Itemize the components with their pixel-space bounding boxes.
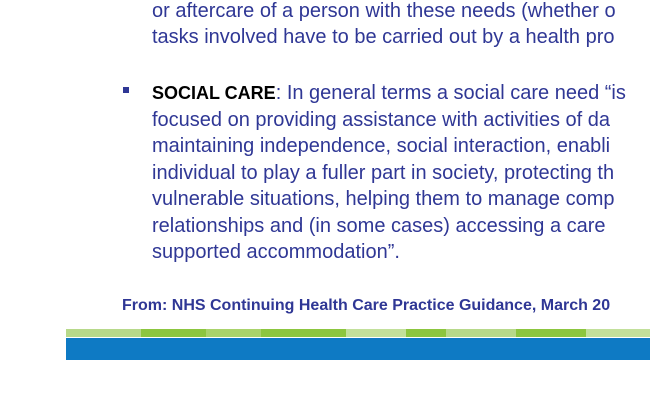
bullet-square-icon — [123, 87, 129, 93]
term-separator: : — [275, 82, 287, 104]
footer-blue-band — [66, 338, 650, 360]
social-care-line-1-text: In general terms a social care need “is — [286, 82, 626, 104]
social-care-line-1 — [152, 80, 650, 107]
social-care-line-3: maintaining independence, social interaction, enabli — [152, 135, 611, 157]
previous-bullet-text — [152, 0, 650, 50]
footer-green-stripe — [66, 329, 650, 337]
source-citation: From: NHS Continuing Health Care Practice Guidance, March 20 — [122, 297, 611, 314]
social-care-line-4: individual to play a fuller part in society, protecting th — [152, 161, 615, 184]
previous-bullet-line-1: or aftercare of a person with these needs (whether o — [152, 0, 616, 22]
social-care-line-6: relationships and (in some cases) accessing a care — [152, 214, 606, 237]
social-care-term: SOCIAL CARE — [152, 83, 276, 103]
previous-bullet-line-2: tasks involved have to be carried out by a health pro — [152, 26, 615, 48]
social-care-line-5: vulnerable situations, helping them to manage comp — [152, 188, 615, 210]
social-care-line-2: focused on providing assistance with activities of da — [152, 108, 611, 131]
social-care-line-7: supported accommodation”. — [152, 241, 400, 263]
social-care-bullet — [152, 80, 650, 266]
